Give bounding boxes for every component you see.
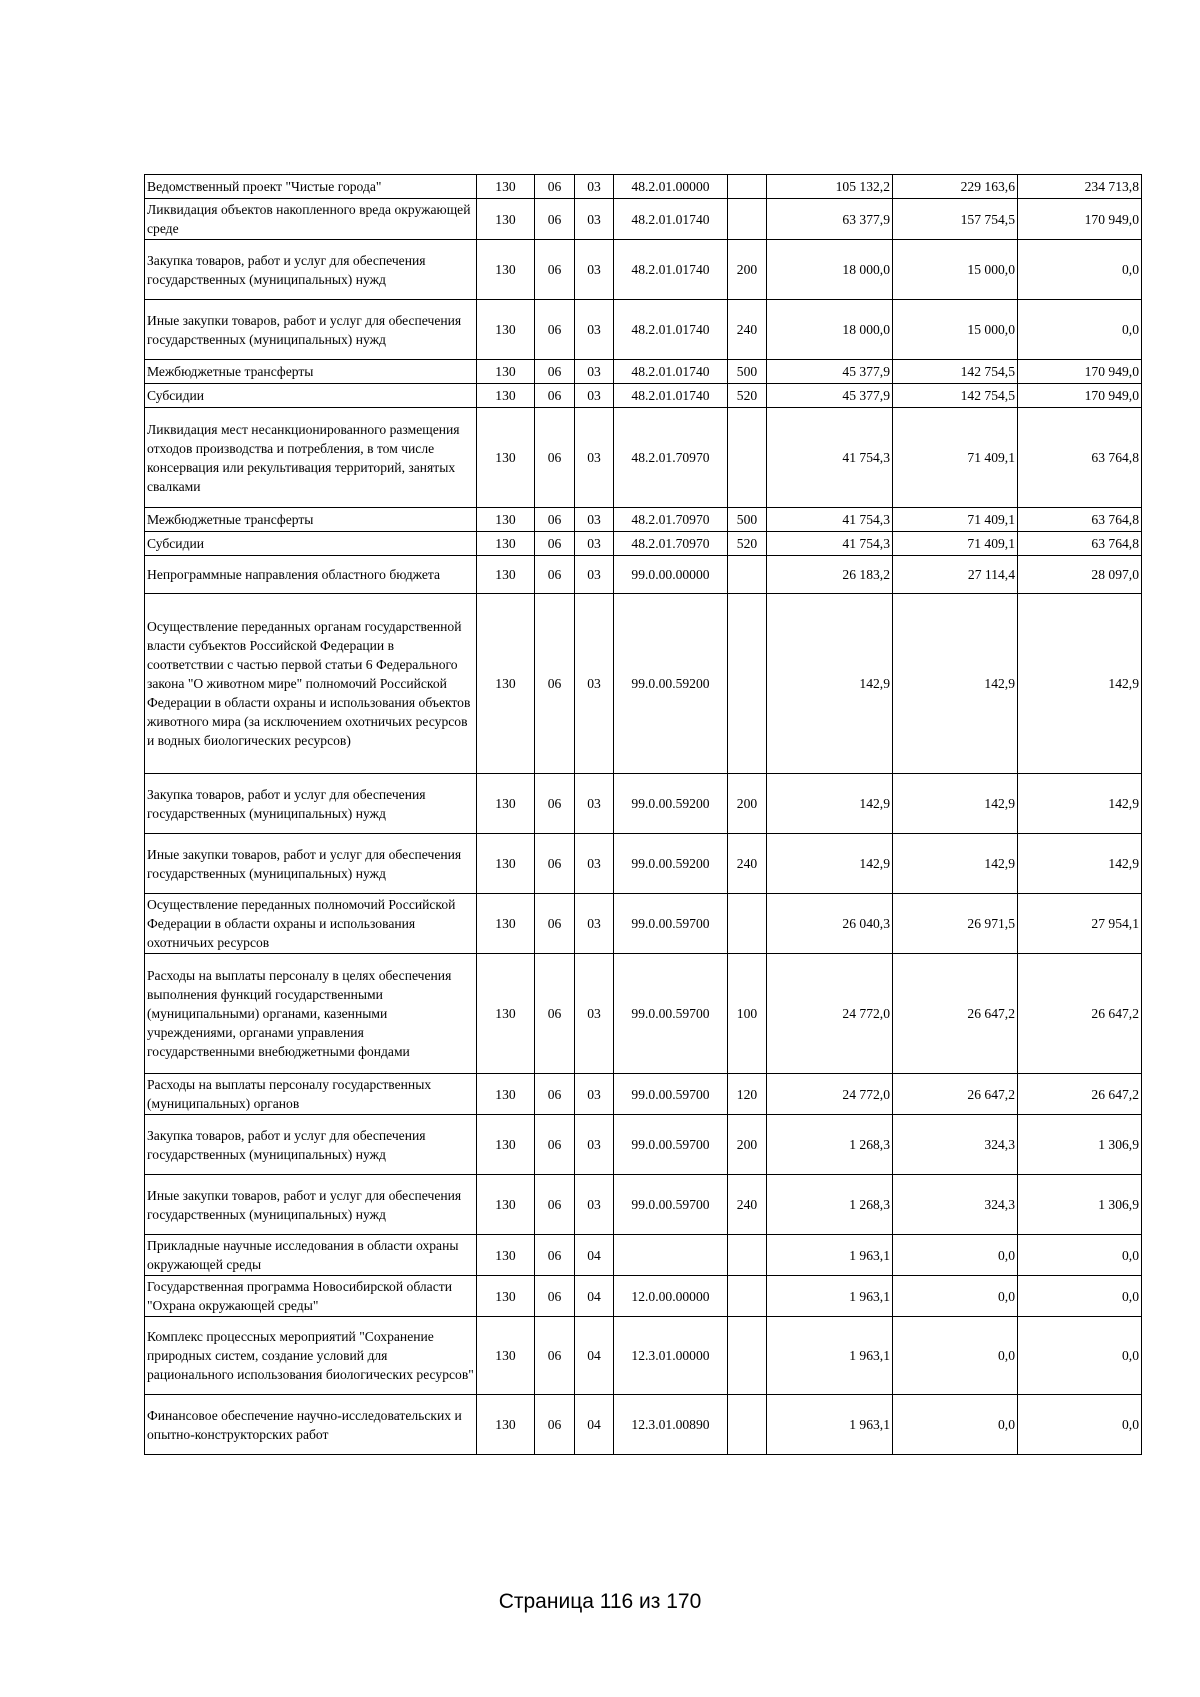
expense-type-code: 240 [728,834,767,894]
budget-table [144,174,1142,1455]
target-article-code [614,1235,728,1276]
ved-code: 130 [477,774,535,834]
section-code: 06 [535,175,575,199]
target-article-code: 48.2.01.70970 [614,408,728,508]
subsection-code: 04 [575,1235,614,1276]
section-code: 06 [535,532,575,556]
subsection-code: 03 [575,532,614,556]
section-code: 06 [535,1395,575,1455]
subsection-code: 03 [575,199,614,240]
table-row [145,240,1142,300]
section-code: 06 [535,300,575,360]
row-name: Финансовое обеспечение научно-исследовательских и опытно-конструкторских работ [145,1395,477,1455]
amount-year-2: 229 163,6 [893,175,1018,199]
target-article-code: 12.0.00.00000 [614,1276,728,1317]
amount-year-2: 142,9 [893,594,1018,774]
page-number: Страница 116 из 170 [498,1590,702,1613]
table-row [145,175,1142,199]
amount-year-3: 170 949,0 [1018,199,1142,240]
section-code: 06 [535,1115,575,1175]
expense-type-code [728,175,767,199]
amount-year-1: 45 377,9 [767,384,893,408]
amount-year-3: 63 764,8 [1018,408,1142,508]
row-name: Субсидии [145,384,477,408]
section-code: 06 [535,408,575,508]
table-row [145,1175,1142,1235]
amount-year-3: 1 306,9 [1018,1175,1142,1235]
amount-year-3: 26 647,2 [1018,954,1142,1074]
amount-year-1: 45 377,9 [767,360,893,384]
target-article-code: 99.0.00.59700 [614,894,728,954]
subsection-code: 03 [575,1074,614,1115]
row-name: Осуществление переданных органам государственной власти субъектов Российской Федерации в соответствии с частью первой статьи 6 Федерального закона "О животном мире" полномочий Российской Федерации в области охраны и использования объектов животного мира (за исключением охотничьих ресурсов и водных биологических ресурсов) [145,594,477,774]
amount-year-1: 41 754,3 [767,408,893,508]
amount-year-2: 0,0 [893,1235,1018,1276]
subsection-code: 03 [575,360,614,384]
expense-type-code: 240 [728,1175,767,1235]
row-name: Иные закупки товаров, работ и услуг для обеспечения государственных (муниципальных) нужд [145,300,477,360]
amount-year-3: 142,9 [1018,834,1142,894]
row-name: Закупка товаров, работ и услуг для обеспечения государственных (муниципальных) нужд [145,774,477,834]
expense-type-code: 520 [728,532,767,556]
section-code: 06 [535,508,575,532]
ved-code: 130 [477,1235,535,1276]
expense-type-code: 200 [728,1115,767,1175]
subsection-code: 03 [575,594,614,774]
row-name: Иные закупки товаров, работ и услуг для обеспечения государственных (муниципальных) нужд [145,1175,477,1235]
table-row [145,1074,1142,1115]
amount-year-3: 1 306,9 [1018,1115,1142,1175]
amount-year-2: 71 409,1 [893,408,1018,508]
table-row [145,1395,1142,1455]
section-code: 06 [535,1074,575,1115]
target-article-code: 99.0.00.00000 [614,556,728,594]
expense-type-code [728,894,767,954]
table-row [145,834,1142,894]
subsection-code: 04 [575,1276,614,1317]
budget-table-body [145,175,1142,1455]
amount-year-2: 157 754,5 [893,199,1018,240]
subsection-code: 04 [575,1317,614,1395]
subsection-code: 03 [575,1115,614,1175]
ved-code: 130 [477,199,535,240]
amount-year-2: 26 971,5 [893,894,1018,954]
expense-type-code: 500 [728,508,767,532]
expense-type-code: 240 [728,300,767,360]
row-name: Ликвидация мест несанкционированного размещения отходов производства и потребления, в том числе консервация или рекультивация территорий, занятых свалками [145,408,477,508]
table-row [145,594,1142,774]
subsection-code: 03 [575,508,614,532]
target-article-code: 48.2.01.01740 [614,300,728,360]
target-article-code: 99.0.00.59200 [614,594,728,774]
section-code: 06 [535,834,575,894]
table-row [145,508,1142,532]
amount-year-2: 142 754,5 [893,384,1018,408]
subsection-code: 03 [575,954,614,1074]
row-name: Ликвидация объектов накопленного вреда окружающей среде [145,199,477,240]
section-code: 06 [535,384,575,408]
amount-year-1: 41 754,3 [767,508,893,532]
amount-year-2: 71 409,1 [893,532,1018,556]
amount-year-3: 63 764,8 [1018,532,1142,556]
amount-year-2: 27 114,4 [893,556,1018,594]
expense-type-code: 520 [728,384,767,408]
ved-code: 130 [477,894,535,954]
table-row [145,1276,1142,1317]
amount-year-1: 142,9 [767,774,893,834]
row-name: Государственная программа Новосибирской области "Охрана окружающей среды" [145,1276,477,1317]
section-code: 06 [535,240,575,300]
ved-code: 130 [477,594,535,774]
amount-year-1: 63 377,9 [767,199,893,240]
row-name: Расходы на выплаты персоналу в целях обеспечения выполнения функций государственными (муниципальными) органами, казенными учреждениями, органами управления государственными внебюджетными фондами [145,954,477,1074]
expense-type-code: 200 [728,774,767,834]
amount-year-3: 234 713,8 [1018,175,1142,199]
amount-year-2: 15 000,0 [893,300,1018,360]
row-name: Расходы на выплаты персоналу государственных (муниципальных) органов [145,1074,477,1115]
target-article-code: 48.2.01.70970 [614,532,728,556]
amount-year-1: 1 963,1 [767,1235,893,1276]
amount-year-1: 1 963,1 [767,1317,893,1395]
row-name: Межбюджетные трансферты [145,360,477,384]
expense-type-code [728,594,767,774]
amount-year-3: 0,0 [1018,1235,1142,1276]
row-name: Непрограммные направления областного бюджета [145,556,477,594]
subsection-code: 03 [575,384,614,408]
amount-year-3: 170 949,0 [1018,360,1142,384]
table-row [145,360,1142,384]
amount-year-1: 142,9 [767,594,893,774]
amount-year-2: 142,9 [893,834,1018,894]
table-row [145,384,1142,408]
amount-year-3: 0,0 [1018,1395,1142,1455]
amount-year-1: 18 000,0 [767,300,893,360]
expense-type-code [728,199,767,240]
section-code: 06 [535,774,575,834]
amount-year-3: 142,9 [1018,774,1142,834]
ved-code: 130 [477,1074,535,1115]
subsection-code: 03 [575,1175,614,1235]
table-row [145,556,1142,594]
row-name: Субсидии [145,532,477,556]
target-article-code: 48.2.01.01740 [614,199,728,240]
table-row [145,300,1142,360]
row-name: Прикладные научные исследования в области охраны окружающей среды [145,1235,477,1276]
row-name: Закупка товаров, работ и услуг для обеспечения государственных (муниципальных) нужд [145,240,477,300]
section-code: 06 [535,594,575,774]
amount-year-1: 18 000,0 [767,240,893,300]
amount-year-2: 15 000,0 [893,240,1018,300]
subsection-code: 03 [575,300,614,360]
ved-code: 130 [477,1317,535,1395]
table-row [145,408,1142,508]
section-code: 06 [535,360,575,384]
expense-type-code [728,408,767,508]
expense-type-code [728,1395,767,1455]
expense-type-code: 200 [728,240,767,300]
ved-code: 130 [477,1276,535,1317]
section-code: 06 [535,1317,575,1395]
target-article-code: 12.3.01.00890 [614,1395,728,1455]
subsection-code: 03 [575,408,614,508]
target-article-code: 99.0.00.59700 [614,954,728,1074]
ved-code: 130 [477,240,535,300]
table-row [145,954,1142,1074]
amount-year-2: 26 647,2 [893,954,1018,1074]
row-name: Ведомственный проект "Чистые города" [145,175,477,199]
target-article-code: 12.3.01.00000 [614,1317,728,1395]
subsection-code: 03 [575,240,614,300]
table-row [145,1235,1142,1276]
subsection-code: 03 [575,894,614,954]
ved-code: 130 [477,508,535,532]
target-article-code: 48.2.01.00000 [614,175,728,199]
ved-code: 130 [477,300,535,360]
amount-year-2: 142,9 [893,774,1018,834]
row-name: Межбюджетные трансферты [145,508,477,532]
ved-code: 130 [477,175,535,199]
amount-year-1: 26 183,2 [767,556,893,594]
ved-code: 130 [477,532,535,556]
ved-code: 130 [477,1395,535,1455]
section-code: 06 [535,199,575,240]
subsection-code: 03 [575,556,614,594]
target-article-code: 99.0.00.59200 [614,774,728,834]
table-row [145,894,1142,954]
target-article-code: 99.0.00.59200 [614,834,728,894]
section-code: 06 [535,894,575,954]
row-name: Иные закупки товаров, работ и услуг для обеспечения государственных (муниципальных) нужд [145,834,477,894]
amount-year-1: 1 268,3 [767,1115,893,1175]
expense-type-code [728,556,767,594]
amount-year-3: 0,0 [1018,1317,1142,1395]
amount-year-1: 24 772,0 [767,1074,893,1115]
ved-code: 130 [477,384,535,408]
row-name: Закупка товаров, работ и услуг для обеспечения государственных (муниципальных) нужд [145,1115,477,1175]
target-article-code: 48.2.01.01740 [614,240,728,300]
target-article-code: 48.2.01.01740 [614,360,728,384]
amount-year-2: 71 409,1 [893,508,1018,532]
ved-code: 130 [477,408,535,508]
ved-code: 130 [477,1115,535,1175]
section-code: 06 [535,1276,575,1317]
table-row [145,1317,1142,1395]
subsection-code: 03 [575,175,614,199]
expense-type-code [728,1317,767,1395]
amount-year-2: 142 754,5 [893,360,1018,384]
amount-year-1: 24 772,0 [767,954,893,1074]
amount-year-2: 0,0 [893,1276,1018,1317]
expense-type-code: 100 [728,954,767,1074]
amount-year-2: 324,3 [893,1115,1018,1175]
table-row [145,532,1142,556]
ved-code: 130 [477,556,535,594]
expense-type-code: 120 [728,1074,767,1115]
amount-year-3: 26 647,2 [1018,1074,1142,1115]
amount-year-3: 0,0 [1018,300,1142,360]
section-code: 06 [535,1235,575,1276]
amount-year-1: 105 132,2 [767,175,893,199]
amount-year-2: 324,3 [893,1175,1018,1235]
ved-code: 130 [477,834,535,894]
target-article-code: 48.2.01.70970 [614,508,728,532]
target-article-code: 99.0.00.59700 [614,1074,728,1115]
amount-year-1: 41 754,3 [767,532,893,556]
amount-year-1: 1 268,3 [767,1175,893,1235]
amount-year-1: 26 040,3 [767,894,893,954]
ved-code: 130 [477,360,535,384]
table-row [145,199,1142,240]
subsection-code: 03 [575,774,614,834]
table-row [145,1115,1142,1175]
amount-year-3: 142,9 [1018,594,1142,774]
ved-code: 130 [477,1175,535,1235]
amount-year-2: 0,0 [893,1395,1018,1455]
amount-year-2: 0,0 [893,1317,1018,1395]
expense-type-code: 500 [728,360,767,384]
ved-code: 130 [477,954,535,1074]
amount-year-3: 28 097,0 [1018,556,1142,594]
amount-year-2: 26 647,2 [893,1074,1018,1115]
target-article-code: 99.0.00.59700 [614,1115,728,1175]
subsection-code: 03 [575,834,614,894]
row-name: Комплекс процессных мероприятий "Сохранение природных систем, создание условий для рационального использования биологических ресурсов" [145,1317,477,1395]
row-name: Осуществление переданных полномочий Российской Федерации в области охраны и использования охотничьих ресурсов [145,894,477,954]
amount-year-3: 0,0 [1018,240,1142,300]
section-code: 06 [535,1175,575,1235]
target-article-code: 48.2.01.01740 [614,384,728,408]
section-code: 06 [535,954,575,1074]
amount-year-1: 1 963,1 [767,1276,893,1317]
table-row [145,774,1142,834]
target-article-code: 99.0.00.59700 [614,1175,728,1235]
amount-year-3: 0,0 [1018,1276,1142,1317]
amount-year-1: 142,9 [767,834,893,894]
section-code: 06 [535,556,575,594]
amount-year-3: 27 954,1 [1018,894,1142,954]
amount-year-1: 1 963,1 [767,1395,893,1455]
subsection-code: 04 [575,1395,614,1455]
expense-type-code [728,1276,767,1317]
expense-type-code [728,1235,767,1276]
amount-year-3: 63 764,8 [1018,508,1142,532]
amount-year-3: 170 949,0 [1018,384,1142,408]
